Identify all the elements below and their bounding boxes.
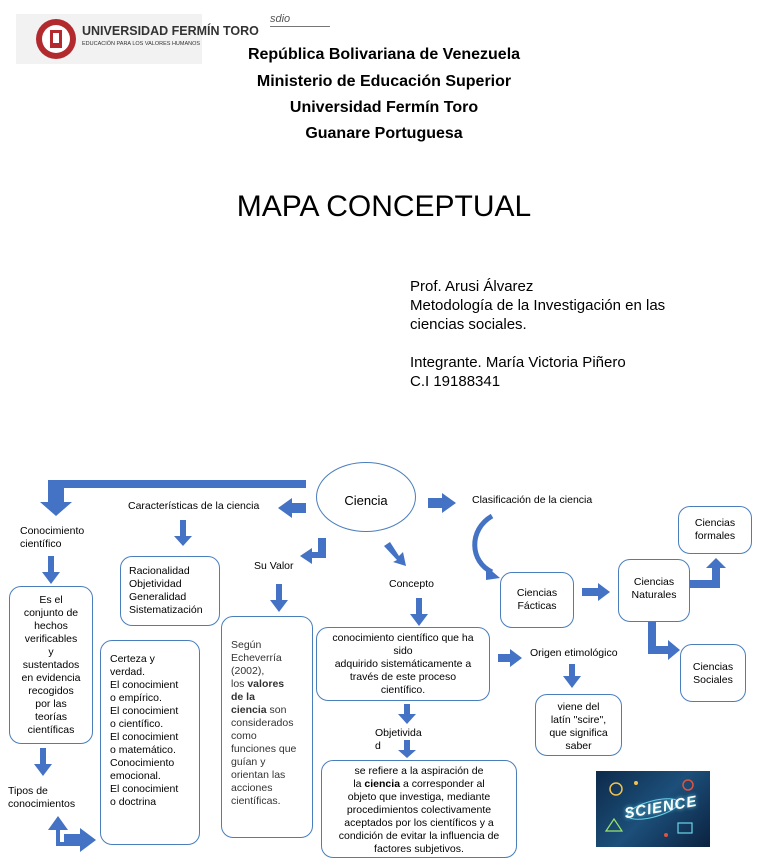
arrow-su-valor	[300, 538, 326, 564]
objetividad-box: se refiere a la aspiración de la ciencia a corresponder al objeto que investiga, mediante procedimientos colectivamente aceptados por los científicos y a condición de evitar la influencia de factores subjetivos.	[321, 760, 517, 858]
conocimiento-def-line: sustentados	[22, 659, 80, 671]
arrow-to-clasificacion	[428, 493, 456, 513]
tipo-item: El conocimient	[110, 705, 179, 717]
concepto-line: científico.	[380, 684, 426, 696]
conocimiento-def-line: hechos	[34, 620, 68, 632]
conocimiento-def-line: por las	[35, 698, 67, 710]
tipo-item: o doctrina	[110, 796, 157, 808]
arrow-to-sociales	[648, 622, 680, 660]
conocimiento-def-line: científicas	[27, 724, 75, 736]
conocimiento-def-line: y	[48, 646, 54, 658]
science-image-text: SCIENCE	[623, 792, 699, 823]
facticas-box: Ciencias Fácticas	[500, 572, 574, 628]
info-prof: Prof. Arusi Álvarez	[410, 278, 534, 295]
arrow-caract-down	[174, 520, 192, 546]
signature: sdio	[270, 14, 330, 27]
conocimiento-title: Conocimiento científico	[20, 525, 85, 550]
arrow-conoc-down	[42, 556, 60, 584]
info-course-2: ciencias sociales.	[410, 316, 527, 333]
concepto-line: conocimiento científico que ha	[332, 632, 474, 644]
concepto-line: través de este proceso	[349, 671, 457, 683]
origen-title: Origen etimológico	[530, 647, 618, 659]
tipos-box	[100, 640, 200, 845]
info-course-1: Metodología de la Investigación en las	[410, 297, 666, 314]
naturales-box: Ciencias Naturales	[618, 559, 690, 622]
header-country: República Bolivariana de Venezuela	[247, 46, 521, 63]
caracteristicas-box	[120, 556, 220, 626]
origen-lines	[536, 701, 621, 753]
logo-name: UNIVERSIDAD FERMÍN TORO	[82, 24, 259, 38]
conocimiento-def-line: verificables	[24, 633, 78, 645]
arrow-origen-down	[563, 664, 581, 688]
tipo-item: Conocimiento	[110, 757, 175, 769]
concepto-box	[316, 627, 490, 701]
conocimiento-def-line: recogidos	[28, 685, 74, 697]
tipos-list	[110, 653, 199, 809]
conocimiento-def-line: teorías	[34, 711, 68, 723]
arrow-to-origen	[498, 649, 522, 667]
tipo-item: verdad.	[110, 666, 146, 678]
caracteristica-item: Generalidad	[129, 591, 187, 603]
arrow-to-objetividad	[398, 704, 416, 724]
caracteristica-item: Objetividad	[129, 578, 182, 590]
header-ministry: Ministerio de Educación Superior	[256, 73, 512, 90]
tipo-item: o científico.	[110, 718, 164, 730]
conocimiento-def-line: conjunto de	[23, 607, 79, 619]
conocimiento-def-box	[9, 586, 93, 744]
tipo-item: o matemático.	[110, 744, 176, 756]
arrow-concepto-down	[410, 598, 428, 626]
arrow-to-formales	[690, 558, 726, 588]
conocimiento-def-lines	[10, 594, 92, 737]
origen-line: que significa	[549, 727, 608, 739]
valor-box: Según Echeverría (2002), los valores de la ciencia son considerados como funciones que guían y orientan las acciones científicas.	[221, 616, 313, 838]
tipo-item: El conocimient	[110, 783, 179, 795]
page-title: MAPA CONCEPTUAL	[236, 190, 532, 223]
conocimiento-def-line: Es el	[39, 594, 63, 606]
arrow-to-caracteristicas	[278, 498, 306, 518]
objetividad-title: Objetivida d	[375, 727, 422, 752]
origen-line: saber	[565, 740, 592, 752]
tipo-item: o empírico.	[110, 692, 162, 704]
arrow-clasif-curve	[475, 516, 492, 572]
origen-line: latín "scire",	[550, 714, 607, 726]
concepto-line: sido	[393, 645, 413, 657]
node-ciencia: Ciencia	[316, 462, 416, 532]
formales-box: Ciencias formales	[678, 506, 752, 554]
origen-box	[535, 694, 622, 756]
arrow-def-down	[34, 748, 52, 776]
info-student: Integrante. María Victoria Piñero	[410, 354, 626, 371]
caracteristica-item: Sistematización	[129, 604, 203, 616]
tipo-item: Certeza y	[110, 653, 155, 665]
arrow-valor-down	[270, 584, 288, 612]
arrow-to-naturales	[582, 583, 610, 601]
tipo-item: El conocimient	[110, 731, 179, 743]
arrow-tipos	[48, 816, 96, 852]
sociales-box: Ciencias Sociales	[680, 644, 746, 702]
concepto-lines	[317, 632, 489, 697]
caracteristica-item: Racionalidad	[129, 565, 190, 577]
science-image	[596, 771, 710, 847]
tipo-item: emocional.	[110, 770, 161, 782]
info-ci: C.I 19188341	[410, 373, 501, 390]
concepto-title: Concepto	[389, 578, 434, 590]
arrow-to-concepto	[384, 542, 406, 566]
concepto-line: adquirido sistemáticamente a	[334, 658, 472, 670]
tipo-item: El conocimient	[110, 679, 179, 691]
origen-line: viene del	[557, 701, 600, 713]
caracteristicas-list	[129, 565, 219, 617]
caracteristicas-title: Características de la ciencia	[128, 500, 260, 512]
tipos-title: Tipos de conocimientos	[8, 785, 76, 810]
valor-title: Su Valor	[254, 560, 294, 572]
conocimiento-def-line: en evidencia	[21, 672, 81, 684]
header-university: Universidad Fermín Toro	[289, 99, 479, 116]
clasificacion-title: Clasificación de la ciencia	[472, 494, 593, 506]
header-city: Guanare Portuguesa	[305, 125, 463, 142]
logo-tagline: EDUCACIÓN PARA LOS VALORES HUMANOS	[82, 41, 201, 47]
